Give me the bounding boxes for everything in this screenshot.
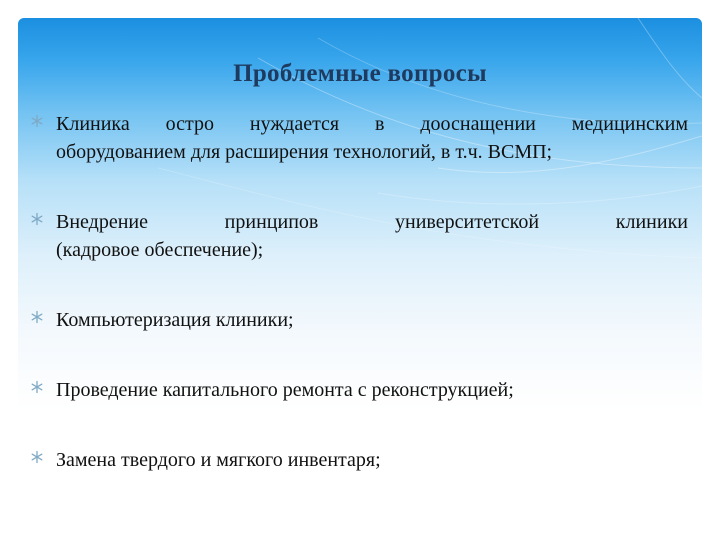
list-item-line: оборудованием для расширения технологий, в т.ч. ВСМП; bbox=[56, 141, 553, 163]
page-title: Проблемные вопросы bbox=[233, 60, 487, 87]
asterisk-bullet-icon bbox=[30, 450, 44, 464]
list-item-line: Замена твердого и мягкого инвентаря; bbox=[56, 449, 381, 471]
list-item-text bbox=[56, 306, 688, 334]
list-item-line: (кадровое обеспечение); bbox=[56, 239, 264, 261]
asterisk-bullet-icon bbox=[30, 212, 44, 226]
list-item-line: Компьютеризация клиники; bbox=[56, 309, 294, 331]
asterisk-bullet-icon bbox=[30, 114, 44, 128]
list-item-text bbox=[56, 446, 688, 474]
list-item-line: Проведение капитального ремонта с реконструкцией; bbox=[56, 379, 514, 401]
list-item-line: Клиника остро нуждается в дооснащении медицинским bbox=[56, 113, 688, 135]
list-item-line: Внедрение принципов университетской клиники bbox=[56, 211, 688, 233]
list-item-text bbox=[56, 110, 688, 166]
asterisk-bullet-icon bbox=[30, 380, 44, 394]
asterisk-bullet-icon bbox=[30, 310, 44, 324]
list-item-text bbox=[56, 208, 688, 264]
list-item-text bbox=[56, 376, 688, 404]
